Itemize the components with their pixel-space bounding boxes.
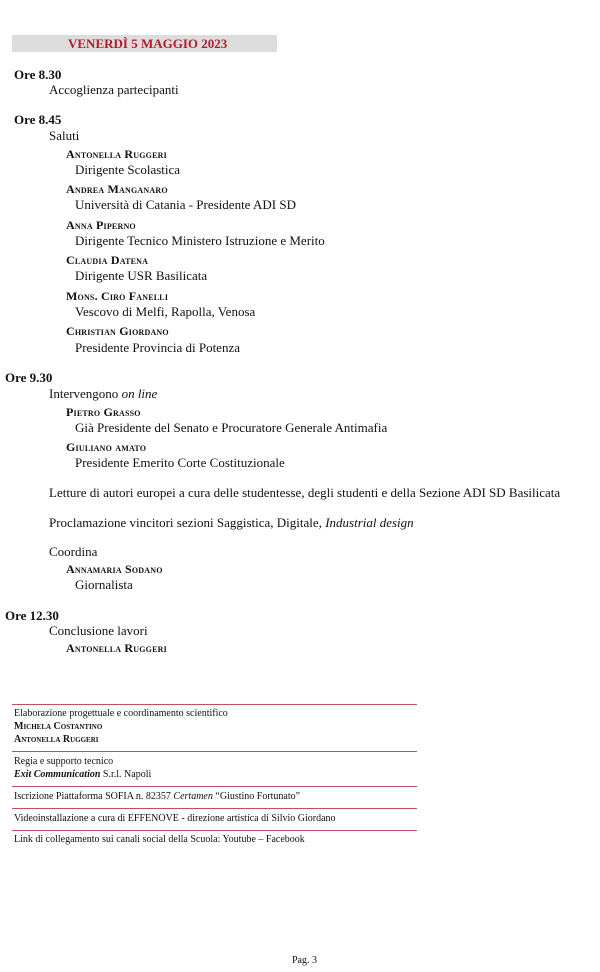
speaker-name: Antonella Ruggeri [66, 147, 167, 161]
letture-text: Letture di autori europei a cura delle studentesse, degli studenti e della Sezione ADI SD Basilicata [49, 485, 561, 500]
speaker-role: Dirigente Tecnico Ministero Istruzione e Merito [75, 233, 325, 248]
speaker-role: Università di Catania - Presidente ADI SD [75, 197, 296, 212]
proclamazione-text [49, 515, 414, 531]
divider [12, 830, 417, 831]
day-title: VENERDÌ 5 MAGGIO 2023 [68, 36, 228, 51]
session-intro-3 [49, 386, 157, 402]
session-time-2: Ore 8.45 [14, 112, 62, 127]
session-time-3: Ore 9.30 [5, 370, 53, 385]
speaker-name: Antonella Ruggeri [66, 641, 167, 655]
speaker-role: Già Presidente del Senato e Procuratore Generale Antimafia [75, 420, 388, 435]
credit-name: Michela Costantino [14, 721, 103, 732]
speaker-role: Vescovo di Melfi, Rapolla, Venosa [75, 304, 256, 319]
speaker-name: Christian Giordano [66, 324, 169, 338]
speaker-name: Anna Piperno [66, 218, 136, 232]
divider [12, 808, 417, 809]
speaker-name: Claudia Datena [66, 253, 149, 267]
intro-text: Intervengono [49, 386, 119, 401]
session-text-2: Saluti [49, 128, 80, 143]
sofia-line [14, 790, 300, 803]
credit-company: Exit Communication [14, 769, 101, 780]
speaker-role: Presidente Emerito Corte Costituzionale [75, 455, 285, 470]
coordinator-role: Giornalista [75, 577, 133, 592]
sofia-post: “Giustino Fortunato” [215, 791, 301, 802]
speaker-name: Mons. Ciro Fanelli [66, 289, 169, 303]
session-time-1: Ore 8.30 [14, 67, 62, 82]
credit-label: Regia e supporto tecnico [14, 756, 114, 767]
credit-label: Elaborazione progettuale e coordinamento scientifico [14, 708, 228, 719]
credit-company-line [14, 768, 151, 781]
speaker-name: Giuliano amato [66, 440, 147, 454]
video-line: Videoinstallazione a cura di EFFENOVE - direzione artistica di Silvio Giordano [14, 813, 336, 824]
coordinator-name: Annamaria Sodano [66, 562, 163, 576]
speaker-role: Dirigente Scolastica [75, 162, 181, 177]
sofia-pre: Iscrizione Piattaforma SOFIA n. 82357 [14, 791, 171, 802]
speaker-role: Presidente Provincia di Potenza [75, 340, 240, 355]
social-links-line: Link di collegamento sui canali social della Scuola: Youtube – Facebook [14, 834, 305, 845]
speaker-name: Pietro Grasso [66, 405, 141, 419]
divider [12, 751, 417, 752]
divider [12, 704, 417, 705]
proclamazione-em: Industrial design [325, 515, 414, 530]
session-text-4: Conclusione lavori [49, 623, 148, 638]
divider [12, 786, 417, 787]
session-time-4: Ore 12.30 [5, 608, 59, 623]
intro-online: on line [121, 386, 158, 401]
coordina-label: Coordina [49, 544, 98, 559]
page-number: Pag. 3 [292, 955, 317, 966]
sofia-em: Certamen [173, 791, 213, 802]
proclamazione-main: Proclamazione vincitori sezioni Saggistica, Digitale, [49, 515, 322, 530]
credit-company-rest: S.r.l. Napoli [102, 769, 152, 780]
credit-name: Antonella Ruggeri [14, 734, 99, 745]
speaker-name: Andrea Manganaro [66, 182, 168, 196]
session-text-1: Accoglienza partecipanti [49, 82, 179, 97]
speaker-role: Dirigente USR Basilicata [75, 268, 208, 283]
